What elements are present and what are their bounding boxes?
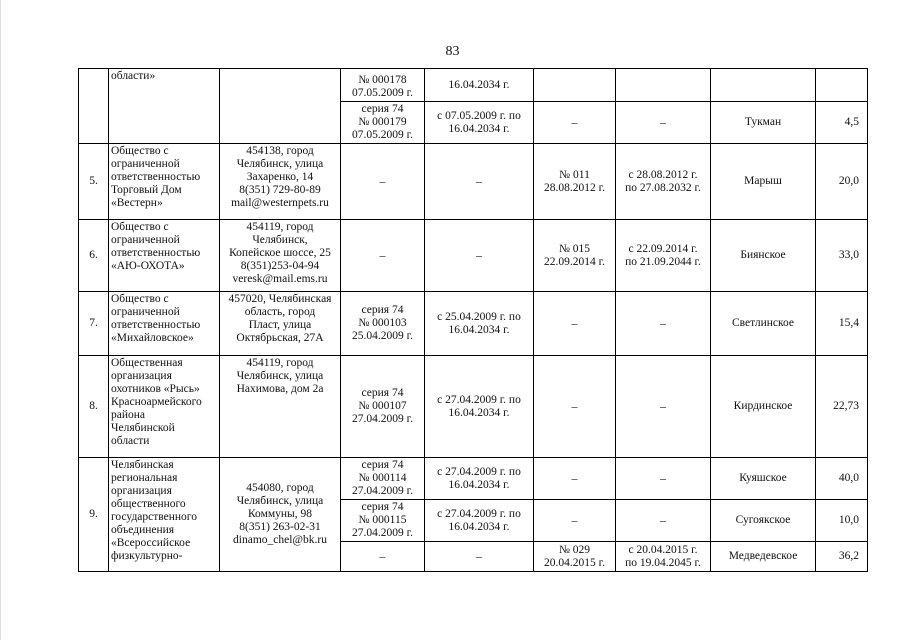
- license-term: с 27.04.2009 г. по 16.04.2034 г.: [425, 500, 534, 542]
- agreement-number: № 011 28.08.2012 г.: [534, 144, 616, 220]
- organization-name: Общество с ограниченной ответственностью Торговый Дом «Вестерн»: [109, 144, 220, 220]
- hunting-ground-name: Светлинское: [711, 292, 816, 356]
- license-number: серия 74 № 000115 27.04.2009 г.: [341, 500, 425, 542]
- license-number: серия 74 № 000114 27.04.2009 г.: [341, 458, 425, 500]
- hunting-ground-name: Тукман: [711, 102, 816, 144]
- organization-name: области»: [109, 69, 220, 144]
- hunting-ground-name: [711, 69, 816, 102]
- table-body: [79, 69, 868, 572]
- organization-name: Общество с ограниченной ответственностью «Михайловское»: [109, 292, 220, 356]
- organization-name: Общественная организация охотников «Рысь» Красноармейского района Челябинской области: [109, 356, 220, 458]
- license-number: серия 74 № 000179 07.05.2009 г.: [341, 102, 425, 144]
- table-row: [79, 144, 868, 220]
- license-number: –: [341, 220, 425, 292]
- agreement-term: [616, 69, 711, 102]
- table-row: [79, 356, 868, 458]
- table-row: [79, 292, 868, 356]
- row-number: 8.: [79, 356, 109, 458]
- license-number: № 000178 07.05.2009 г.: [341, 69, 425, 102]
- license-term: с 27.04.2009 г. по 16.04.2034 г.: [425, 458, 534, 500]
- license-term: –: [425, 542, 534, 572]
- organization-name: Общество с ограниченной ответственностью «АЮ-ОХОТА»: [109, 220, 220, 292]
- organization-address: 454138, город Челябинск, улица Захаренко, 14 8(351) 729-80-89 mail@westernpets.ru: [220, 144, 341, 220]
- agreement-number: № 029 20.04.2015 г.: [534, 542, 616, 572]
- area-value: 33,0: [816, 220, 868, 292]
- hunting-ground-name: Медведевское: [711, 542, 816, 572]
- row-number: 6.: [79, 220, 109, 292]
- license-term: –: [425, 220, 534, 292]
- agreement-number: –: [534, 356, 616, 458]
- area-value: 4,5: [816, 102, 868, 144]
- area-value: 10,0: [816, 500, 868, 542]
- row-number: [79, 69, 109, 144]
- license-number: серия 74 № 000103 25.04.2009 г.: [341, 292, 425, 356]
- license-number: –: [341, 542, 425, 572]
- agreement-term: –: [616, 458, 711, 500]
- hunting-ground-name: Кирдинское: [711, 356, 816, 458]
- agreement-number: № 015 22.09.2014 г.: [534, 220, 616, 292]
- table-row: [79, 220, 868, 292]
- hunting-ground-name: Сугоякское: [711, 500, 816, 542]
- license-term: –: [425, 144, 534, 220]
- row-number: 7.: [79, 292, 109, 356]
- agreement-number: –: [534, 292, 616, 356]
- agreement-term: –: [616, 356, 711, 458]
- hunting-ground-name: Марыш: [711, 144, 816, 220]
- license-term: 16.04.2034 г.: [425, 69, 534, 102]
- agreement-number: –: [534, 500, 616, 542]
- table-row: [79, 69, 868, 102]
- agreement-term: с 28.08.2012 г. по 27.08.2032 г.: [616, 144, 711, 220]
- area-value: 40,0: [816, 458, 868, 500]
- area-value: 15,4: [816, 292, 868, 356]
- license-term: с 07.05.2009 г. по 16.04.2034 г.: [425, 102, 534, 144]
- row-number: 5.: [79, 144, 109, 220]
- license-number: –: [341, 144, 425, 220]
- page-number: 83: [445, 44, 460, 59]
- organization-name: Челябинская региональная организация общественного государственного объединения «Всероссийское физкультурно-: [109, 458, 220, 572]
- organization-address: 457020, Челябинская область, город Пласт, улица Октябрьская, 27А: [220, 292, 341, 356]
- organization-address: [220, 69, 341, 144]
- agreement-number: –: [534, 458, 616, 500]
- license-term: с 27.04.2009 г. по 16.04.2034 г.: [425, 356, 534, 458]
- organization-address: 454080, город Челябинск, улица Коммуны, 98 8(351) 263-02-31 dinamo_chel@bk.ru: [220, 458, 341, 572]
- page-edge: [0, 0, 1, 640]
- agreement-term: –: [616, 292, 711, 356]
- agreement-term: –: [616, 500, 711, 542]
- hunting-ground-name: Куяшское: [711, 458, 816, 500]
- agreement-term: с 20.04.2015 г. по 19.04.2045 г.: [616, 542, 711, 572]
- agreement-number: [534, 69, 616, 102]
- hunting-grounds-table: [78, 68, 868, 572]
- license-term: с 25.04.2009 г. по 16.04.2034 г.: [425, 292, 534, 356]
- organization-address: 454119, город Челябинск, улица Нахимова, дом 2а: [220, 356, 341, 458]
- area-value: 20,0: [816, 144, 868, 220]
- area-value: 22,73: [816, 356, 868, 458]
- area-value: [816, 69, 868, 102]
- agreement-term: –: [616, 102, 711, 144]
- table-row: [79, 458, 868, 500]
- area-value: 36,2: [816, 542, 868, 572]
- hunting-ground-name: Биянское: [711, 220, 816, 292]
- license-number: серия 74 № 000107 27.04.2009 г.: [341, 356, 425, 458]
- agreement-term: с 22.09.2014 г. по 21.09.2044 г.: [616, 220, 711, 292]
- row-number: 9.: [79, 458, 109, 572]
- agreement-number: –: [534, 102, 616, 144]
- organization-address: 454119, город Челябинск, Копейское шоссе, 25 8(351)253-04-94 veresk@mail.ems.ru: [220, 220, 341, 292]
